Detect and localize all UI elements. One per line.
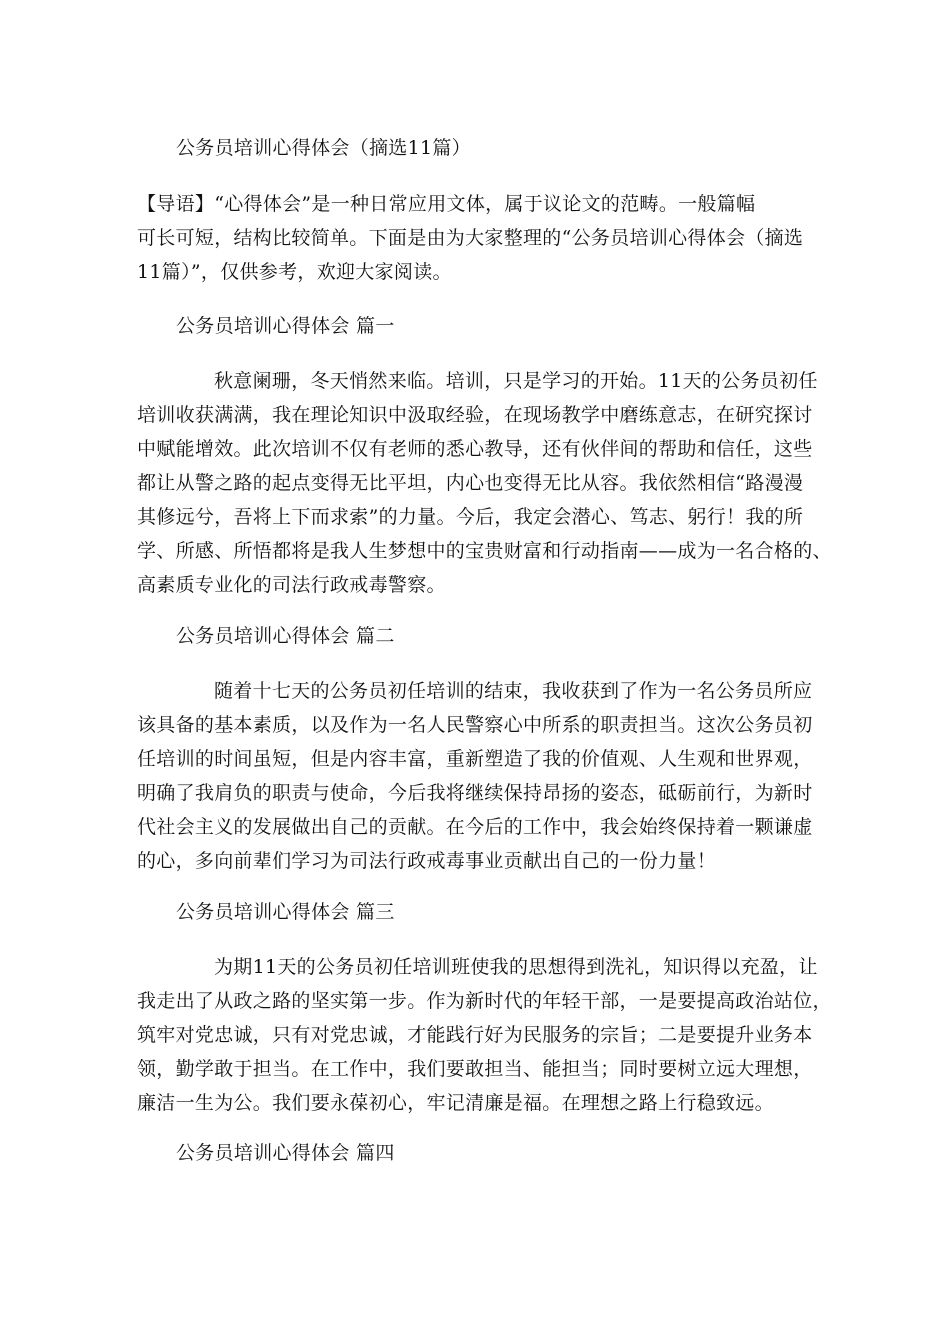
paragraph-line: 秋意阑珊，冬天悄然来临。培训，只是学习的开始。11天的公务员初任 <box>214 370 818 392</box>
paragraph-line: 代社会主义的发展做出自己的贡献。在今后的工作中，我会始终保持着一颗谦虚 <box>137 816 813 838</box>
paragraph-line: 廉洁一生为公。我们要永葆初心，牢记清廉是福。在理想之路上行稳致远。 <box>137 1092 774 1114</box>
paragraph-line: 培训收获满满，我在理论知识中汲取经验，在现场教学中磨练意志，在研究探讨 <box>137 404 813 426</box>
paragraph-line: 我走出了从政之路的坚实第一步。作为新时代的年轻干部，一是要提高政治站位， <box>137 990 832 1012</box>
paragraph-line: 学、所感、所悟都将是我人生梦想中的宝贵财富和行动指南——成为一名合格的、 <box>137 540 832 562</box>
paragraph-line: 明确了我肩负的职责与使命，今后我将继续保持昂扬的姿态，砥砺前行，为新时 <box>137 782 813 804</box>
paragraph-line: 该具备的基本素质，以及作为一名人民警察心中所系的职责担当。这次公务员初 <box>137 714 813 736</box>
intro-line: 可长可短，结构比较简单。下面是由为大家整理的“公务员培训心得体会（摘选 <box>137 227 804 249</box>
intro-line: 11篇）”，仅供参考，欢迎大家阅读。 <box>137 261 452 283</box>
paragraph-line: 高素质专业化的司法行政戒毒警察。 <box>137 574 446 596</box>
paragraph-line: 其修远兮，吾将上下而求索”的力量。今后，我定会潜心、笃志、躬行！我的所 <box>137 506 804 528</box>
section-heading: 公务员培训心得体会 篇一 <box>176 315 395 337</box>
section-heading: 公务员培训心得体会 篇三 <box>176 901 395 923</box>
section-heading: 公务员培训心得体会 篇二 <box>176 625 395 647</box>
paragraph-line: 为期11天的公务员初任培训班使我的思想得到洗礼，知识得以充盈，让 <box>214 956 818 978</box>
document-title: 公务员培训心得体会（摘选11篇） <box>176 137 471 159</box>
paragraph-line: 任培训的时间虽短，但是内容丰富，重新塑造了我的价值观、人生观和世界观， <box>137 748 813 770</box>
intro-line: 【导语】“心得体会”是一种日常应用文体，属于议论文的范畴。一般篇幅 <box>137 193 756 215</box>
paragraph-line: 的心，多向前辈们学习为司法行政戒毒事业贡献出自己的一份力量！ <box>137 850 717 872</box>
section-heading: 公务员培训心得体会 篇四 <box>176 1142 395 1164</box>
paragraph-line: 随着十七天的公务员初任培训的结束，我收获到了作为一名公务员所应 <box>214 680 813 702</box>
paragraph-line: 中赋能增效。此次培训不仅有老师的悉心教导，还有伙伴间的帮助和信任，这些 <box>137 438 813 460</box>
paragraph-line: 都让从警之路的起点变得无比平坦，内心也变得无比从容。我依然相信“路漫漫 <box>137 472 804 494</box>
paragraph-line: 筑牢对党忠诚，只有对党忠诚，才能践行好为民服务的宗旨；二是要提升业务本 <box>137 1024 813 1046</box>
paragraph-line: 领，勤学敢于担当。在工作中，我们要敢担当、能担当；同时要树立远大理想， <box>137 1058 813 1080</box>
